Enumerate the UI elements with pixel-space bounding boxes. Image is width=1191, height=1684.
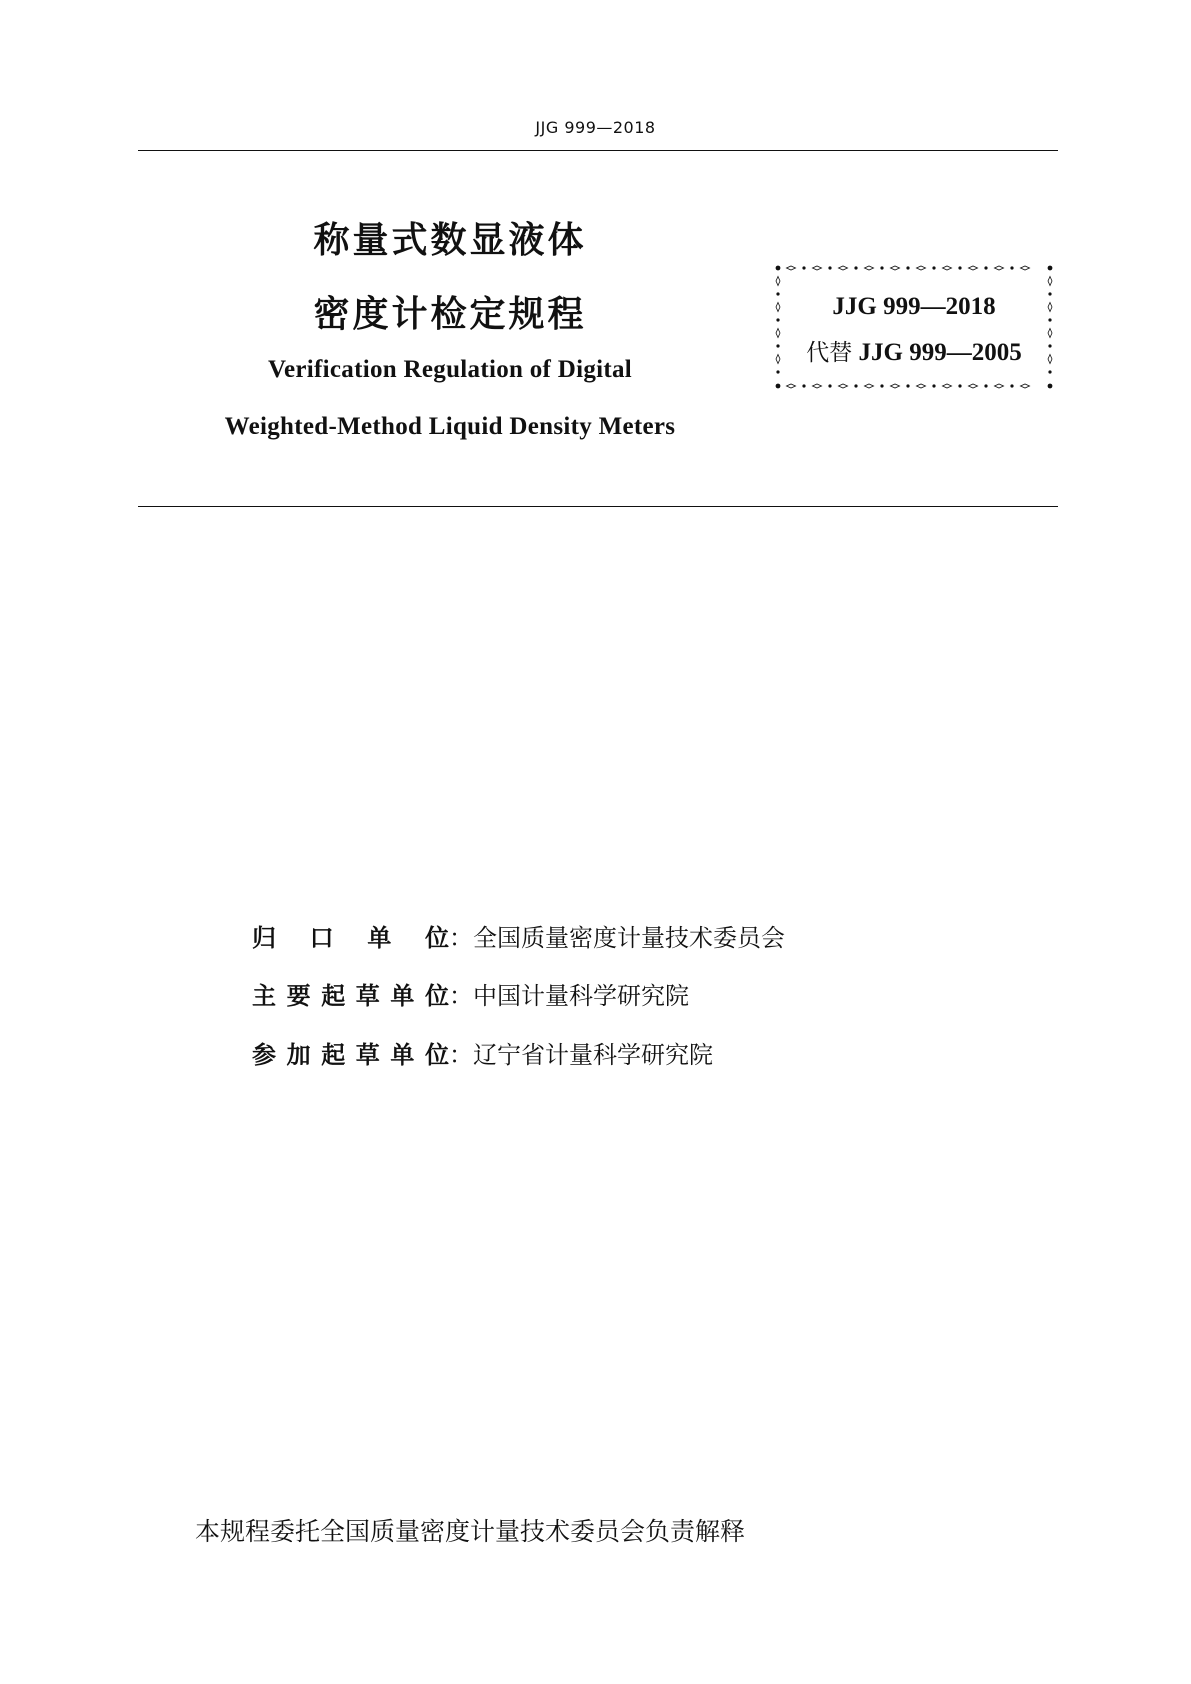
standard-code-box: [774, 264, 1054, 390]
org-row-main-drafting-unit: [252, 976, 689, 1011]
org-colon: ：: [449, 982, 473, 1010]
org-value: 全国质量密度计量技术委员会: [473, 924, 785, 952]
replaces-label: 代替: [806, 340, 853, 366]
title-english-line-1: Verification Regulation of Digital: [267, 356, 633, 383]
header-standard-code: JJG 999—2018: [535, 118, 656, 137]
top-rule: [138, 150, 1058, 151]
bottom-rule: [138, 506, 1058, 507]
org-colon: ：: [449, 924, 473, 952]
org-label: 参加起草单位: [252, 1041, 449, 1069]
org-label: 归口单位: [252, 924, 449, 952]
org-label: 主要起草单位: [252, 982, 449, 1010]
interpretation-note: 本规程委托全国质量密度计量技术委员会负责解释: [195, 1517, 746, 1546]
org-row-participating-drafting-unit: [252, 1035, 713, 1070]
org-colon: ：: [449, 1041, 473, 1069]
org-value: 中国计量科学研究院: [473, 982, 689, 1010]
org-row-responsible-unit: [252, 918, 785, 953]
decorative-box-border: [774, 264, 1054, 390]
title-english-line-2: Weighted-Method Liquid Density Meters: [224, 413, 676, 440]
replaced-standard-code: JJG 999—2005: [858, 339, 1022, 366]
org-value: 辽宁省计量科学研究院: [473, 1041, 713, 1069]
standard-code: JJG 999—2018: [832, 293, 996, 320]
replaces-code-line: [774, 334, 1054, 367]
title-chinese-line-2: 密度计检定规程: [313, 294, 587, 335]
title-chinese-line-1: 称量式数显液体: [313, 220, 587, 261]
